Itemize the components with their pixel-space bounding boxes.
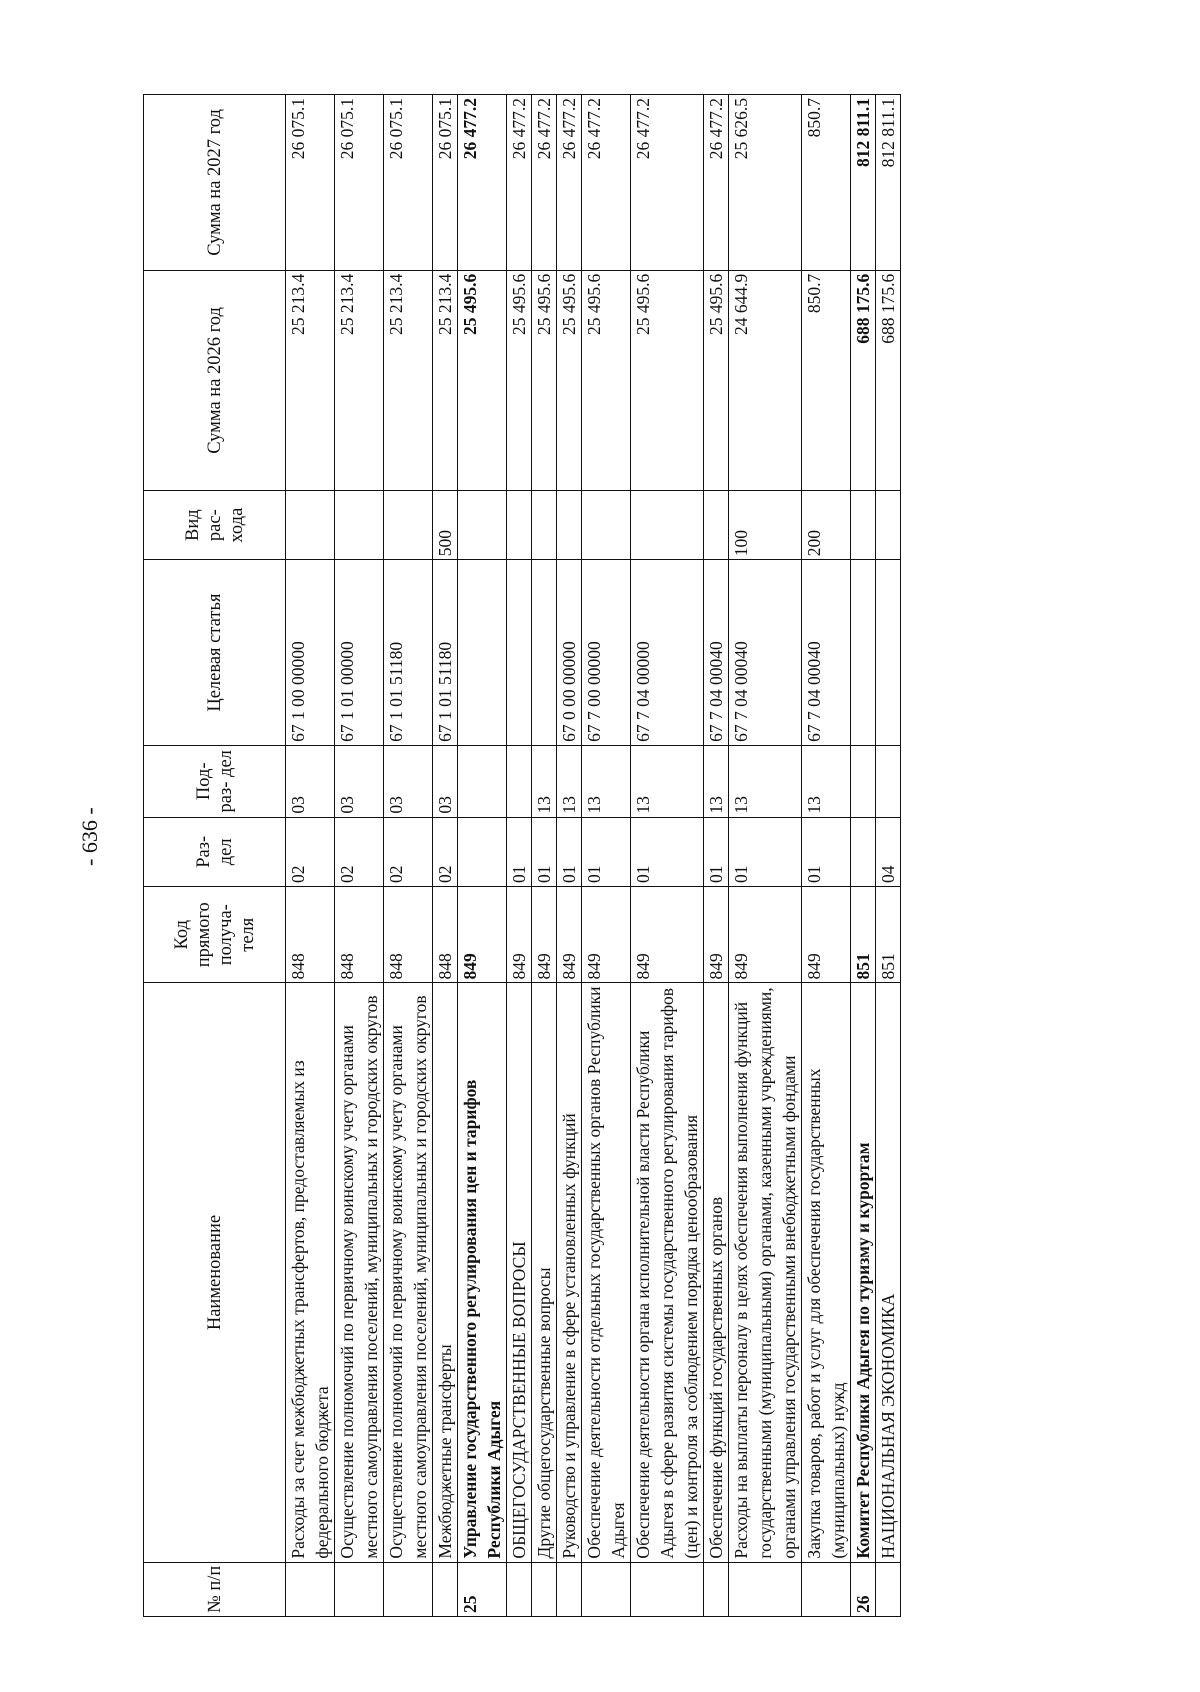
row-sum-2027: 26 477.2 [507,95,532,271]
row-recipient-code: 848 [433,886,458,983]
row-name: Обеспечение функций государственных органов [704,983,729,1562]
row-expense-type [876,491,901,560]
row-name: НАЦИОНАЛЬНАЯ ЭКОНОМИКА [876,983,901,1562]
row-subsection: 13 [631,745,704,817]
row-name: Межбюджетные трансферты [433,983,458,1562]
row-expense-type [851,491,876,560]
row-recipient-code: 849 [582,886,631,983]
row-recipient-code: 849 [557,886,582,983]
row-sum-2026: 25 495.6 [582,270,631,490]
row-recipient-code: 849 [729,886,802,983]
row-sum-2027: 26 477.2 [582,95,631,271]
row-target-article [458,560,507,746]
row-recipient-code: 849 [631,886,704,983]
row-subsection: 13 [582,745,631,817]
header-name: Наименование [144,983,286,1562]
row-subsection: 03 [286,745,335,817]
row-num [802,1562,851,1616]
row-num [335,1562,384,1616]
row-sum-2026: 25 213.4 [335,270,384,490]
row-num [286,1562,335,1616]
row-target-article: 67 7 04 00040 [729,560,802,746]
header-expense-type: Вид рас- хода [144,491,286,560]
table-header-row [144,95,286,1617]
row-section: 01 [704,817,729,886]
header-sum-2026: Сумма на 2026 год [144,270,286,490]
row-recipient-code: 849 [532,886,557,983]
table-row [851,95,876,1617]
row-num [433,1562,458,1616]
row-sum-2026: 850.7 [802,270,851,490]
row-sum-2027: 26 477.2 [532,95,557,271]
table-row [532,95,557,1617]
header-sum-2027: Сумма на 2027 год [144,95,286,271]
row-section: 01 [582,817,631,886]
row-num [532,1562,557,1616]
row-num [557,1562,582,1616]
row-name: Осуществление полномочий по первичному воинскому учету органами местного самоуправления поселений, муниципальных и городских округов [335,983,384,1562]
row-recipient-code: 851 [851,886,876,983]
row-expense-type [557,491,582,560]
row-sum-2027: 812 811.1 [876,95,901,271]
row-recipient-code: 849 [507,886,532,983]
row-sum-2026: 25 495.6 [631,270,704,490]
header-num: № п/п [144,1562,286,1616]
row-sum-2026: 25 495.6 [507,270,532,490]
row-section: 01 [802,817,851,886]
row-expense-type [582,491,631,560]
row-target-article [876,560,901,746]
row-section: 01 [729,817,802,886]
row-target-article: 67 1 01 51180 [384,560,433,746]
row-name: Комитет Республики Адыгея по туризму и курортам [851,983,876,1562]
row-expense-type: 500 [433,491,458,560]
header-subsection: Под- раз- дел [144,745,286,817]
row-target-article [851,560,876,746]
row-target-article: 67 1 00 00000 [286,560,335,746]
table-row [433,95,458,1617]
row-name: Управление государственного регулирования цен и тарифов Республики Адыгея [458,983,507,1562]
row-sum-2027: 26 477.2 [631,95,704,271]
table-row [876,95,901,1617]
row-expense-type [631,491,704,560]
row-name: Другие общегосударственные вопросы [532,983,557,1562]
table-row [704,95,729,1617]
row-section: 01 [532,817,557,886]
row-name: ОБЩЕГОСУДАРСТВЕННЫЕ ВОПРОСЫ [507,983,532,1562]
row-sum-2027: 26 477.2 [557,95,582,271]
row-expense-type [384,491,433,560]
row-num [631,1562,704,1616]
row-expense-type [458,491,507,560]
row-section [851,817,876,886]
row-num [729,1562,802,1616]
row-name: Расходы за счет межбюджетных трансфертов, предоставляемых из федерального бюджета [286,983,335,1562]
row-section: 02 [335,817,384,886]
header-section: Раз- дел [144,817,286,886]
table-row [802,95,851,1617]
row-target-article: 67 7 04 00000 [631,560,704,746]
row-name: Обеспечение деятельности органа исполнительной власти Республики Адыгея в сфере развития системы государственного регулирования тарифов (цен) и контроля за соблюдением порядка ценообразования [631,983,704,1562]
row-sum-2027: 26 477.2 [458,95,507,271]
row-target-article: 67 1 01 51180 [433,560,458,746]
table-row [507,95,532,1617]
row-section [458,817,507,886]
row-sum-2026: 688 175.6 [851,270,876,490]
table-row [557,95,582,1617]
row-sum-2026: 25 495.6 [704,270,729,490]
row-section: 01 [507,817,532,886]
row-section: 02 [433,817,458,886]
row-num [704,1562,729,1616]
table-row [384,95,433,1617]
row-num [507,1562,532,1616]
row-sum-2026: 25 495.6 [557,270,582,490]
row-recipient-code: 848 [335,886,384,983]
table-row [335,95,384,1617]
row-sum-2026: 25 495.6 [458,270,507,490]
row-expense-type [507,491,532,560]
row-target-article: 67 7 00 00000 [582,560,631,746]
row-sum-2026: 25 213.4 [433,270,458,490]
table-row [286,95,335,1617]
row-sum-2027: 26 075.1 [433,95,458,271]
row-section: 02 [384,817,433,886]
row-recipient-code: 848 [384,886,433,983]
row-target-article: 67 7 04 00040 [802,560,851,746]
row-num [384,1562,433,1616]
header-target-article: Целевая статья [144,560,286,746]
row-subsection [876,745,901,817]
row-num: 26 [851,1562,876,1616]
row-sum-2026: 688 175.6 [876,270,901,490]
row-target-article: 67 1 01 00000 [335,560,384,746]
row-name: Расходы на выплаты персоналу в целях обеспечения выполнения функций государственными (муниципальными) органами, казенными учреждениями, органами управления государственными внебюджетными фондами [729,983,802,1562]
row-subsection: 13 [704,745,729,817]
row-num [582,1562,631,1616]
row-expense-type: 200 [802,491,851,560]
row-target-article: 67 0 00 00000 [557,560,582,746]
row-sum-2027: 26 477.2 [704,95,729,271]
row-subsection: 03 [335,745,384,817]
row-name: Осуществление полномочий по первичному воинскому учету органами местного самоуправления поселений, муниципальных и городских округов [384,983,433,1562]
row-sum-2027: 26 075.1 [384,95,433,271]
row-name: Обеспечение деятельности отдельных государственных органов Республики Адыгея [582,983,631,1562]
row-recipient-code: 849 [704,886,729,983]
row-target-article: 67 7 04 00040 [704,560,729,746]
row-sum-2026: 24 644.9 [729,270,802,490]
row-subsection: 13 [532,745,557,817]
page-number: - 636 - [77,807,102,866]
row-sum-2027: 25 626.5 [729,95,802,271]
row-expense-type [286,491,335,560]
table-row [582,95,631,1617]
row-recipient-code: 849 [458,886,507,983]
row-sum-2027: 26 075.1 [286,95,335,271]
header-recipient-code: Код прямого получа- теля [144,886,286,983]
table-row [458,95,507,1617]
row-sum-2027: 812 811.1 [851,95,876,271]
row-subsection [507,745,532,817]
row-expense-type [532,491,557,560]
row-recipient-code: 848 [286,886,335,983]
row-name: Руководство и управление в сфере установленных функций [557,983,582,1562]
row-sum-2027: 850.7 [802,95,851,271]
row-name: Закупка товаров, работ и услуг для обеспечения государственных (муниципальных) нужд [802,983,851,1562]
row-subsection [851,745,876,817]
row-subsection: 13 [802,745,851,817]
row-sum-2027: 26 075.1 [335,95,384,271]
table-row [729,95,802,1617]
row-subsection: 03 [433,745,458,817]
row-subsection: 03 [384,745,433,817]
row-section: 01 [557,817,582,886]
row-subsection [458,745,507,817]
row-section: 04 [876,817,901,886]
row-sum-2026: 25 213.4 [286,270,335,490]
row-recipient-code: 851 [876,886,901,983]
row-target-article [507,560,532,746]
row-subsection: 13 [729,745,802,817]
row-expense-type [704,491,729,560]
row-num: 25 [458,1562,507,1616]
rotated-table-container [143,94,1101,1617]
table-row [631,95,704,1617]
row-recipient-code: 849 [802,886,851,983]
row-subsection: 13 [557,745,582,817]
row-section: 02 [286,817,335,886]
row-target-article [532,560,557,746]
row-num [876,1562,901,1616]
table-body [286,95,901,1617]
row-sum-2026: 25 213.4 [384,270,433,490]
row-expense-type: 100 [729,491,802,560]
row-sum-2026: 25 495.6 [532,270,557,490]
row-section: 01 [631,817,704,886]
budget-table [143,94,901,1617]
row-expense-type [335,491,384,560]
